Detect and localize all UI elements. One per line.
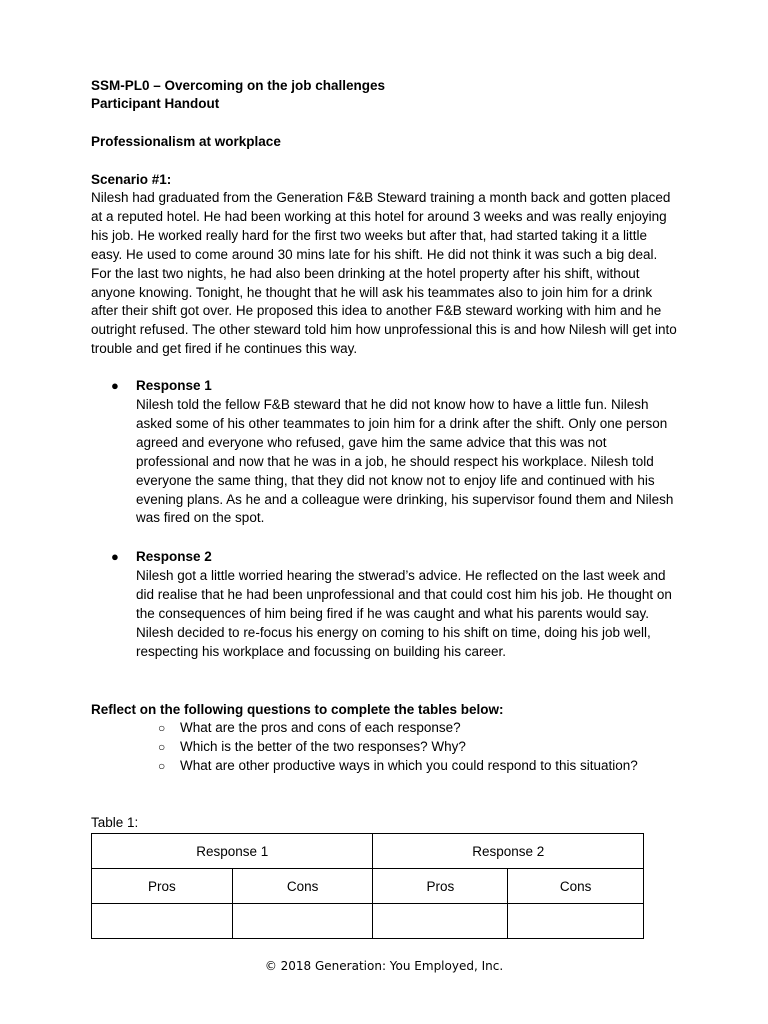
reflect-heading: Reflect on the following questions to complete the tables below: [91,702,504,717]
question-text: What are the pros and cons of each response? [180,720,461,735]
table-row [92,869,644,904]
column-cons-1: Cons [232,869,373,904]
section-title: Professionalism at workplace [91,134,281,149]
scenario-title: Scenario #1: [91,172,172,187]
bullet-icon: ● [111,549,119,564]
header-response-1: Response 1 [92,834,373,869]
answer-cell-cons-2[interactable] [508,904,644,939]
hollow-bullet-icon: ○ [158,739,166,754]
bullet-icon: ● [111,378,119,393]
response-2-title: Response 2 [136,549,212,564]
column-pros-2: Pros [373,869,508,904]
response-1-title: Response 1 [136,378,212,393]
answer-cell-pros-1[interactable] [92,904,233,939]
list-item [158,719,638,738]
list-item [158,757,638,776]
list-item [158,738,638,757]
column-cons-2: Cons [508,869,644,904]
document-code-title: SSM-PL0 – Overcoming on the job challenges [91,78,386,93]
question-text: Which is the better of the two responses? Why? [180,738,466,754]
reflect-question-list [158,719,638,776]
scenario-text: Nilesh had graduated from the Generation F&B Steward training a month back and gotten placed at a reputed hotel. He had been working at this hotel for around 3 weeks and was really enjoying his job. He worked really hard for the first two weeks but after that, had started taking it a little easy. He used to come around 30 mins late for his shift. He did not think it was such a big deal. For the last two nights, he had also been drinking at the hotel property after his shift, without anyone knowing. Tonight, he thought that he will ask his teammates also to join him for a drink after their shift got over. He proposed this idea to another F&B steward working with him and he outright refused. The other steward told him how unprofessional this is and how Nilesh will get into trouble and get fired if he continues this way. [91,190,677,357]
response-2-text: Nilesh got a little worried hearing the stwerad’s advice. He reflected on the last week and did realise that he had been unprofessional and that could cost him his job. He thought on the consequences of him being fired if he was caught and what his parents would say. Nilesh decided to re-focus his energy on coming to his shift on time, doing his job well, respecting his workplace and focussing on building his career. [136,568,672,659]
header-response-2: Response 2 [373,834,644,869]
table-row [92,834,644,869]
document-subtitle: Participant Handout [91,96,220,111]
table-1-label: Table 1: [91,815,139,830]
question-text: What are other productive ways in which you could respond to this situation? [180,757,638,773]
answer-cell-cons-1[interactable] [232,904,373,939]
hollow-bullet-icon: ○ [158,721,166,735]
column-pros-1: Pros [92,869,233,904]
copyright-footer: © 2018 Generation: You Employed, Inc. [264,959,504,973]
table-row [92,904,644,939]
table-1 [91,833,644,939]
response-1-text: Nilesh told the fellow F&B steward that he did not know how to have a little fun. Nilesh asked some of his other teammates to join him for a drink after the shift. Only one person agreed and everyone who refused, gave him the same advice that this was not professional and now that he was in a job, he should respect his workplace. Nilesh told everyone the same thing, that they did not know not to enjoy life and continued with his evening plans. As he and a colleague were drinking, his supervisor found them and Nilesh was fired on the spot. [136,397,674,526]
answer-cell-pros-2[interactable] [373,904,508,939]
hollow-bullet-icon: ○ [158,758,166,773]
